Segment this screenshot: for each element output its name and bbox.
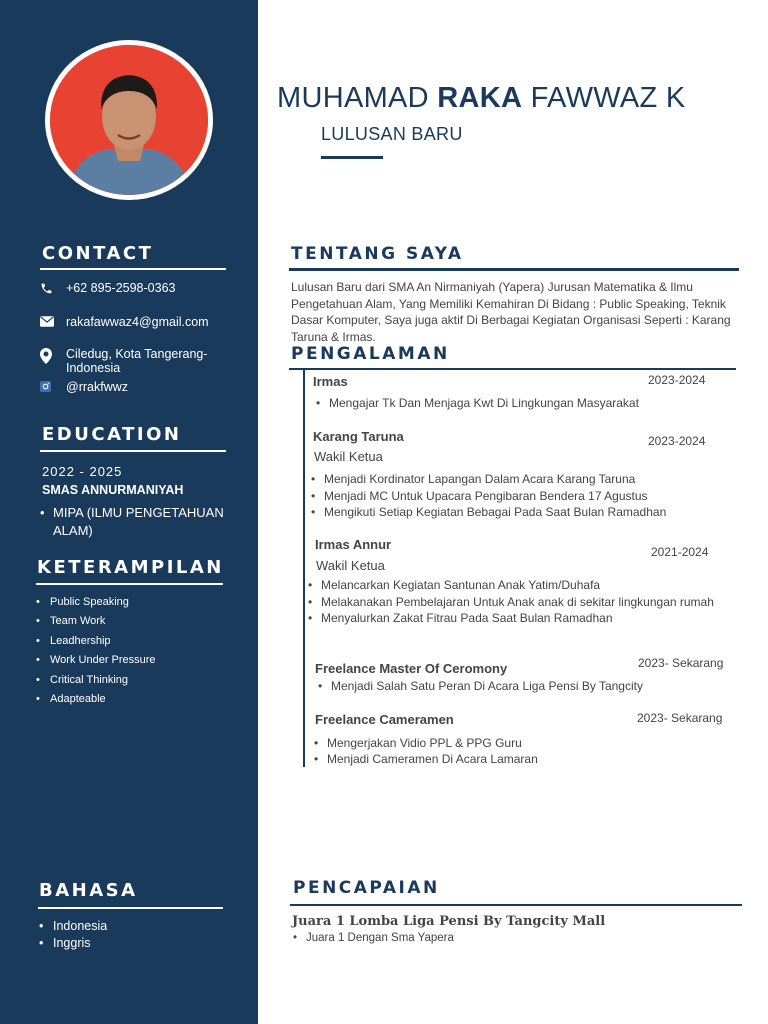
job-bullets bbox=[316, 395, 726, 412]
instagram-handle: @rrakfwwz bbox=[66, 380, 128, 394]
job-date: 2023-2024 bbox=[648, 373, 706, 387]
skill-item: • Adapteable bbox=[36, 693, 156, 712]
job-bullets bbox=[314, 736, 724, 767]
education-list bbox=[40, 504, 240, 540]
profile-photo-illustration bbox=[50, 45, 208, 195]
profile-subtitle: LULUSAN BARU bbox=[321, 124, 463, 144]
phone-icon bbox=[40, 281, 66, 295]
education-heading: EDUCATION bbox=[42, 424, 182, 445]
achievements-heading: PENCAPAIAN bbox=[293, 878, 440, 898]
skill-item: • Team Work bbox=[36, 615, 156, 634]
about-divider bbox=[289, 268, 739, 271]
profile-photo bbox=[50, 45, 208, 195]
job-bullets bbox=[311, 471, 726, 521]
skill-item: • Work Under Pressure bbox=[36, 654, 156, 673]
skill-item: • Leadhership bbox=[36, 635, 156, 654]
about-heading: TENTANG SAYA bbox=[291, 244, 464, 264]
skills-heading: KETERAMPILAN bbox=[37, 557, 224, 578]
job-bullet: • Melakanakan Pembelajaran Untuk Anak anak di sekitar lingkungan rumah bbox=[308, 594, 725, 611]
experience-divider bbox=[289, 368, 736, 370]
email-address: rakafawwaz4@gmail.com bbox=[66, 315, 209, 329]
location-pin-icon bbox=[40, 347, 66, 364]
instagram-icon bbox=[40, 380, 66, 392]
job-date: 2023- Sekarang bbox=[637, 711, 723, 725]
job-bullet: • Menjadi MC Untuk Upacara Pengibaran Bendera 17 Agustus bbox=[311, 488, 726, 505]
education-divider bbox=[40, 450, 226, 452]
contact-instagram bbox=[40, 380, 128, 394]
job-bullet: • Menjadi Salah Satu Peran Di Acara Liga Pensi By Tangcity bbox=[318, 678, 728, 695]
contact-divider bbox=[40, 268, 226, 270]
job-role: Wakil Ketua bbox=[316, 558, 385, 573]
skills-divider bbox=[36, 583, 223, 585]
mail-icon bbox=[40, 315, 66, 327]
address-line-1: Ciledug, Kota Tangerang- bbox=[66, 347, 208, 361]
job-title: Karang Taruna bbox=[313, 429, 404, 444]
languages-list bbox=[39, 919, 107, 952]
subtitle-underline bbox=[321, 156, 383, 159]
phone-number: +62 895-2598-0363 bbox=[66, 281, 176, 295]
sidebar bbox=[0, 0, 258, 1024]
education-school: SMAS ANNURMANIYAH bbox=[42, 483, 184, 497]
achievement-title: Juara 1 Lomba Liga Pensi By Tangcity Mall bbox=[292, 914, 606, 929]
contact-address bbox=[40, 347, 208, 375]
job-title: Irmas bbox=[313, 374, 348, 389]
job-bullet: • Mengajar Tk Dan Menjaga Kwt Di Lingkungan Masyarakat bbox=[316, 395, 726, 412]
job-date: 2023-2024 bbox=[648, 434, 706, 448]
languages-divider bbox=[38, 907, 223, 909]
name-last: FAWWAZ K bbox=[530, 82, 686, 114]
address-line-2: Indonesia bbox=[66, 361, 121, 375]
education-years: 2022 - 2025 bbox=[42, 464, 123, 479]
job-bullet: • Menjadi Kordinator Lapangan Dalam Acara Karang Taruna bbox=[311, 471, 726, 488]
job-bullet: • Menyalurkan Zakat Fitrau Pada Saat Bulan Ramadhan bbox=[308, 610, 725, 627]
skills-list bbox=[36, 596, 156, 712]
skill-item: • Public Speaking bbox=[36, 596, 156, 615]
contact-email bbox=[40, 315, 209, 329]
education-item: • MIPA (ILMU PENGETAHUAN ALAM) bbox=[40, 504, 240, 540]
name-first: MUHAMAD bbox=[277, 82, 429, 114]
skill-item: • Critical Thinking bbox=[36, 674, 156, 693]
languages-heading: BAHASA bbox=[39, 880, 138, 901]
language-item: • Indonesia bbox=[39, 919, 107, 936]
achievement-bullets bbox=[293, 931, 693, 945]
contact-phone bbox=[40, 281, 175, 295]
profile-name bbox=[277, 82, 686, 115]
experience-heading: PENGALAMAN bbox=[291, 344, 450, 364]
name-bold: RAKA bbox=[437, 82, 523, 114]
contact-heading: CONTACT bbox=[42, 243, 154, 264]
profile-photo-frame bbox=[45, 40, 213, 200]
job-role: Wakil Ketua bbox=[314, 449, 383, 464]
job-title: Freelance Master Of Ceromony bbox=[315, 661, 508, 676]
job-bullet: • Mengerjakan Vidio PPL & PPG Guru bbox=[314, 736, 724, 752]
about-text: Lulusan Baru dari SMA An Nirmaniyah (Yapera) Jurusan Matematika & Ilmu Pengetahuan Alam, Yang Memiliki Kemahiran Di Bidang : Public Speaking, Teknik Dasar Komputer, Saya juga aktif Di Berbagai Kegiatan Organisasi Seperti : Karang Taruna & Irmas. bbox=[291, 280, 731, 344]
job-bullet: • Melancarkan Kegiatan Santunan Anak Yatim/Duhafa bbox=[308, 577, 725, 594]
job-bullets bbox=[308, 577, 725, 627]
job-title: Irmas Annur bbox=[315, 537, 392, 552]
job-bullet: • Mengikuti Setiap Kegiatan Bebagai Pada Saat Bulan Ramadhan bbox=[311, 504, 726, 521]
language-item: • Inggris bbox=[39, 936, 107, 953]
achievement-bullet: • Juara 1 Dengan Sma Yapera bbox=[293, 931, 693, 945]
job-date: 2021-2024 bbox=[651, 545, 709, 559]
job-date: 2023- Sekarang bbox=[638, 656, 724, 670]
job-bullets bbox=[318, 678, 728, 695]
experience-timeline bbox=[303, 370, 305, 767]
achievements-divider bbox=[290, 904, 742, 906]
job-title: Freelance Cameramen bbox=[315, 712, 454, 727]
job-bullet: • Menjadi Cameramen Di Acara Lamaran bbox=[314, 752, 724, 768]
